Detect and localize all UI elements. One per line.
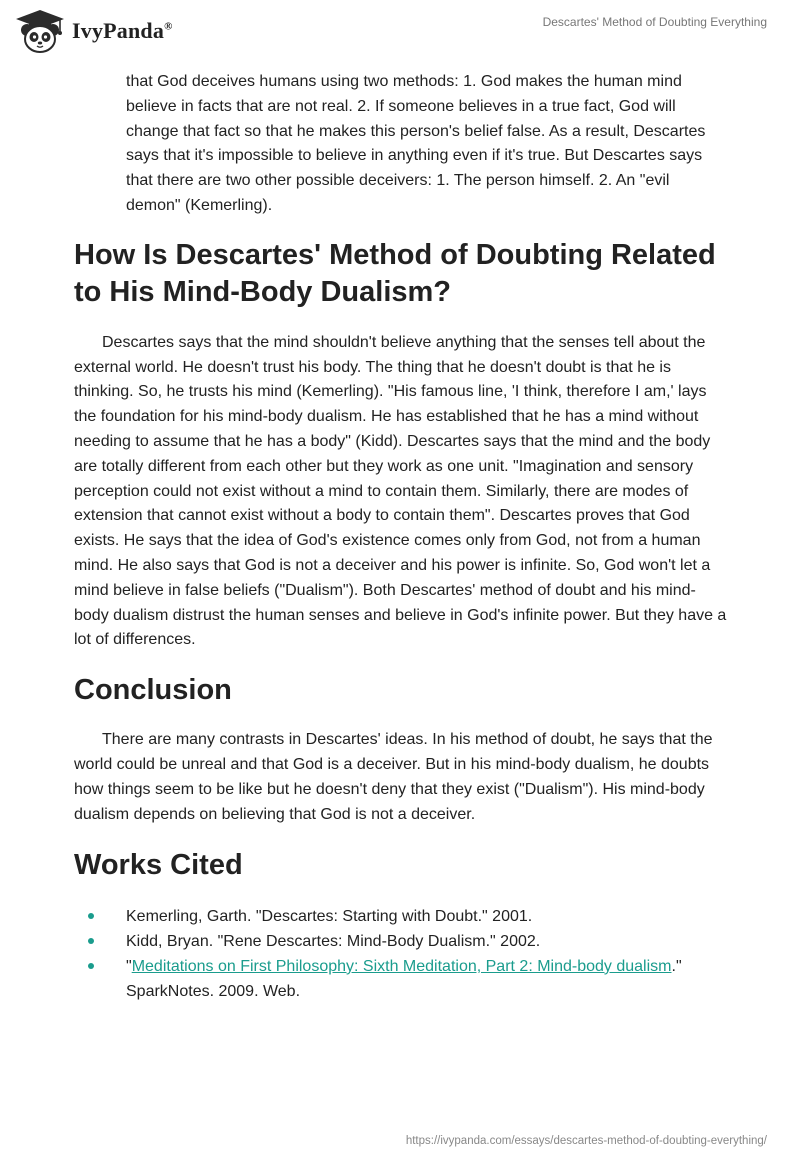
sparknotes-citation-link[interactable]: Meditations on First Philosophy: Sixth Meditation, Part 2: Mind-body dualism [131,957,672,975]
works-cited-item: Kidd, Bryan. "Rene Descartes: Mind-Body Dualism." 2002. [74,930,728,955]
dualism-paragraph: Descartes says that the mind shouldn't believe anything that the senses tell about the external world. He doesn't trust his body. The thing that he doesn't doubt is that he is thinking. So, he trusts his mind (Kemerling). "His famous line, 'I think, therefore I am,' lays the foundation for his mind-body dualism. He has established that he has a mind without needing to assume that he has a body" (Kidd). Descartes says that the mind and the body are totally different from each other but they work as one unit. "Imagination and sensory perception could not exist without a mind to contain them. Similarly, there are modes of extension that cannot exist without a body to contain them". Descartes proves that God exists. He says that the idea of God's existence comes only from God, not from a human mind. He also says that God is not a deceiver and his power is infinite. So, God won't let a mind believe in false beliefs ("Dualism"). Both Descartes' method of doubt and his mind-body dualism distrust the human senses and believe in God's infinite power. But they have a lot of differences. [74,333,727,649]
brand-logo[interactable] [14,8,173,54]
bullet-icon [88,963,94,969]
bullet-icon [88,913,94,919]
bullet-icon [88,938,94,944]
section-heading-dualism: How Is Descartes' Method of Doubting Related to His Mind-Body Dualism? [74,238,716,308]
document-title: Descartes' Method of Doubting Everything [542,15,767,29]
page-header [0,0,800,62]
panda-graduate-icon [14,8,66,54]
works-cited-item: "Meditations on First Philosophy: Sixth Meditation, Part 2: Mind-body dualism." SparkNotes. 2009. Web. [74,955,728,1005]
works-cited-list [74,905,728,1004]
brand-name: IvyPanda® [72,18,173,43]
intro-paragraph: that God deceives humans using two methods: 1. God makes the human mind believe in facts that are not real. 2. If someone believes in a true fact, God will change that fact so that he makes this person's belief false. As a result, Descartes says that it's impossible to believe in anything even if it's true. But Descartes says that there are two other possible deceivers: 1. The person himself. 2. An "evil demon" (Kemerling). [126,73,706,214]
conclusion-paragraph: There are many contrasts in Descartes' ideas. In his method of doubt, he says that the world could be unreal and that God is a deceiver. But in his mind-body dualism, he doubts how things seem to be like but he doesn't deny that they exist ("Dualism"). His mind-body dualism depends on believing that God is not a deceiver. [74,731,713,823]
works-cited-item: Kemerling, Garth. "Descartes: Starting with Doubt." 2001. [74,905,728,930]
essay-body [74,70,728,1005]
section-heading-works-cited: Works Cited [74,849,243,882]
footer-url[interactable]: https://ivypanda.com/essays/descartes-method-of-doubting-everything/ [405,1135,767,1147]
section-heading-conclusion: Conclusion [74,674,232,707]
